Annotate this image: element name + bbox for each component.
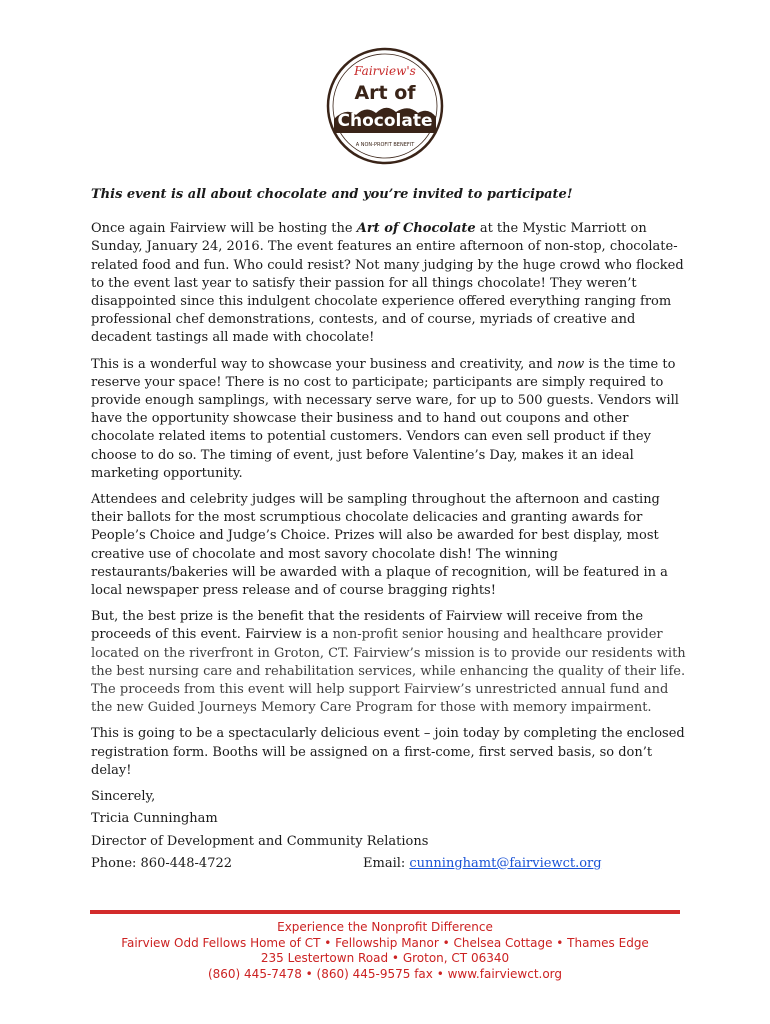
paragraph-1 — [91, 220, 691, 347]
footer-address: 235 Lestertown Road • Groton, CT 06340 — [260, 951, 510, 965]
footer-contact: (860) 445-7478 • (860) 445-9575 fax • www.fairviewct.org — [207, 966, 563, 981]
paragraph-5: This is going to be a spectacularly delicious event – join today by completing the enclosed registration form. Booths will be assigned on a first-come, first served basis, so don’t delay! — [91, 726, 685, 778]
footer-tagline: Experience the Nonprofit Difference — [277, 920, 493, 934]
paragraph-1-text-b: at the Mystic Marriott on Sunday, January 24, 2016. The event features an entire afternoon of non-stop, chocolate-related food and fun. Who could resist? Not many judging by the huge crowd who flocked to the event last year to satisfy their passion for all things chocolate! They weren’t disappointed since this indulgent chocolate experience offered everything ranging from professional chef demonstrations, contests, and of course, myriads of creative and decadent tastings all made with chocolate! — [91, 221, 684, 346]
paragraph-2 — [91, 356, 691, 483]
art-of-chocolate-logo — [326, 47, 444, 165]
paragraph-1-text-a: Once again Fairview will be hosting the — [91, 221, 357, 237]
paragraph-2-emphasis: now — [556, 356, 585, 372]
logo-tagline-text: A NON-PROFIT BENEFIT — [355, 142, 415, 148]
email-label: Email: — [363, 855, 410, 871]
phone-text: Phone: 860-448-4722 — [91, 855, 233, 871]
footer-facilities: Fairview Odd Fellows Home of CT • Fellowship Manor • Chelsea Cottage • Thames Edge — [121, 935, 649, 950]
email-row — [363, 855, 602, 873]
logo-chocolate-text: Chocolate — [337, 111, 433, 131]
email-link[interactable]: cunninghamt@fairviewct.org — [409, 855, 602, 871]
headline: This event is all about chocolate and you’re invited to participate! — [91, 187, 573, 202]
closing: Sincerely, — [91, 789, 156, 805]
paragraph-2-text-b: is the time to reserve your space! There is no cost to participate; participants are simply required to provide enough samplings, with necessary serve ware, for up to 500 guests. Vendors will have the opportunity showcase their business and to hand out coupons and other chocolate related items to potential customers. Vendors can even sell product if they choose to do so. The timing of event, just before Valentine’s Day, makes it an ideal marketing opportunity. — [91, 356, 679, 481]
logo-fairviews-text: Fairview's — [354, 64, 416, 78]
signer-title: Director of Development and Community Relations — [91, 833, 429, 849]
footer — [0, 920, 770, 982]
paragraph-1-event-name: Art of Chocolate — [356, 221, 476, 237]
contact-row — [91, 855, 691, 873]
paragraph-4 — [91, 608, 691, 717]
letter-body — [91, 186, 691, 873]
signature-block — [91, 788, 691, 873]
footer-divider — [90, 910, 680, 914]
paragraph-4-text-a: But, the best prize is the benefit that the residents of Fairview will receive from the proceeds of this event. Fairview is a — [91, 609, 644, 643]
paragraph-2-text-a: This is a wonderful way to showcase your business and creativity, and — [91, 356, 557, 372]
signer-name: Tricia Cunningham — [91, 811, 218, 827]
paragraph-3: Attendees and celebrity judges will be sampling throughout the afternoon and casting their ballots for the most scrumptious chocolate delicacies and granting awards for People’s Choice and Judge’s Choice. Prizes will also be awarded for best display, most creative use of chocolate and most savory chocolate dish! The winning restaurants/bakeries will be awarded with a plaque of recognition, will be featured in a local newspaper press release and of course bragging rights! — [91, 492, 668, 599]
paragraph-4-mission-text: non-profit senior housing and healthcare provider located on the riverfront in Groton, CT. Fairview’s mission is to provide our residents with the best nursing care and rehabilitation services, while enhancing the quality of their life. The proceeds from this event will help support Fairview’s unrestricted annual fund and the new Guided Journeys Memory Care Program for those with memory impairment. — [91, 627, 686, 716]
logo-art-of-text: Art of — [354, 82, 416, 104]
